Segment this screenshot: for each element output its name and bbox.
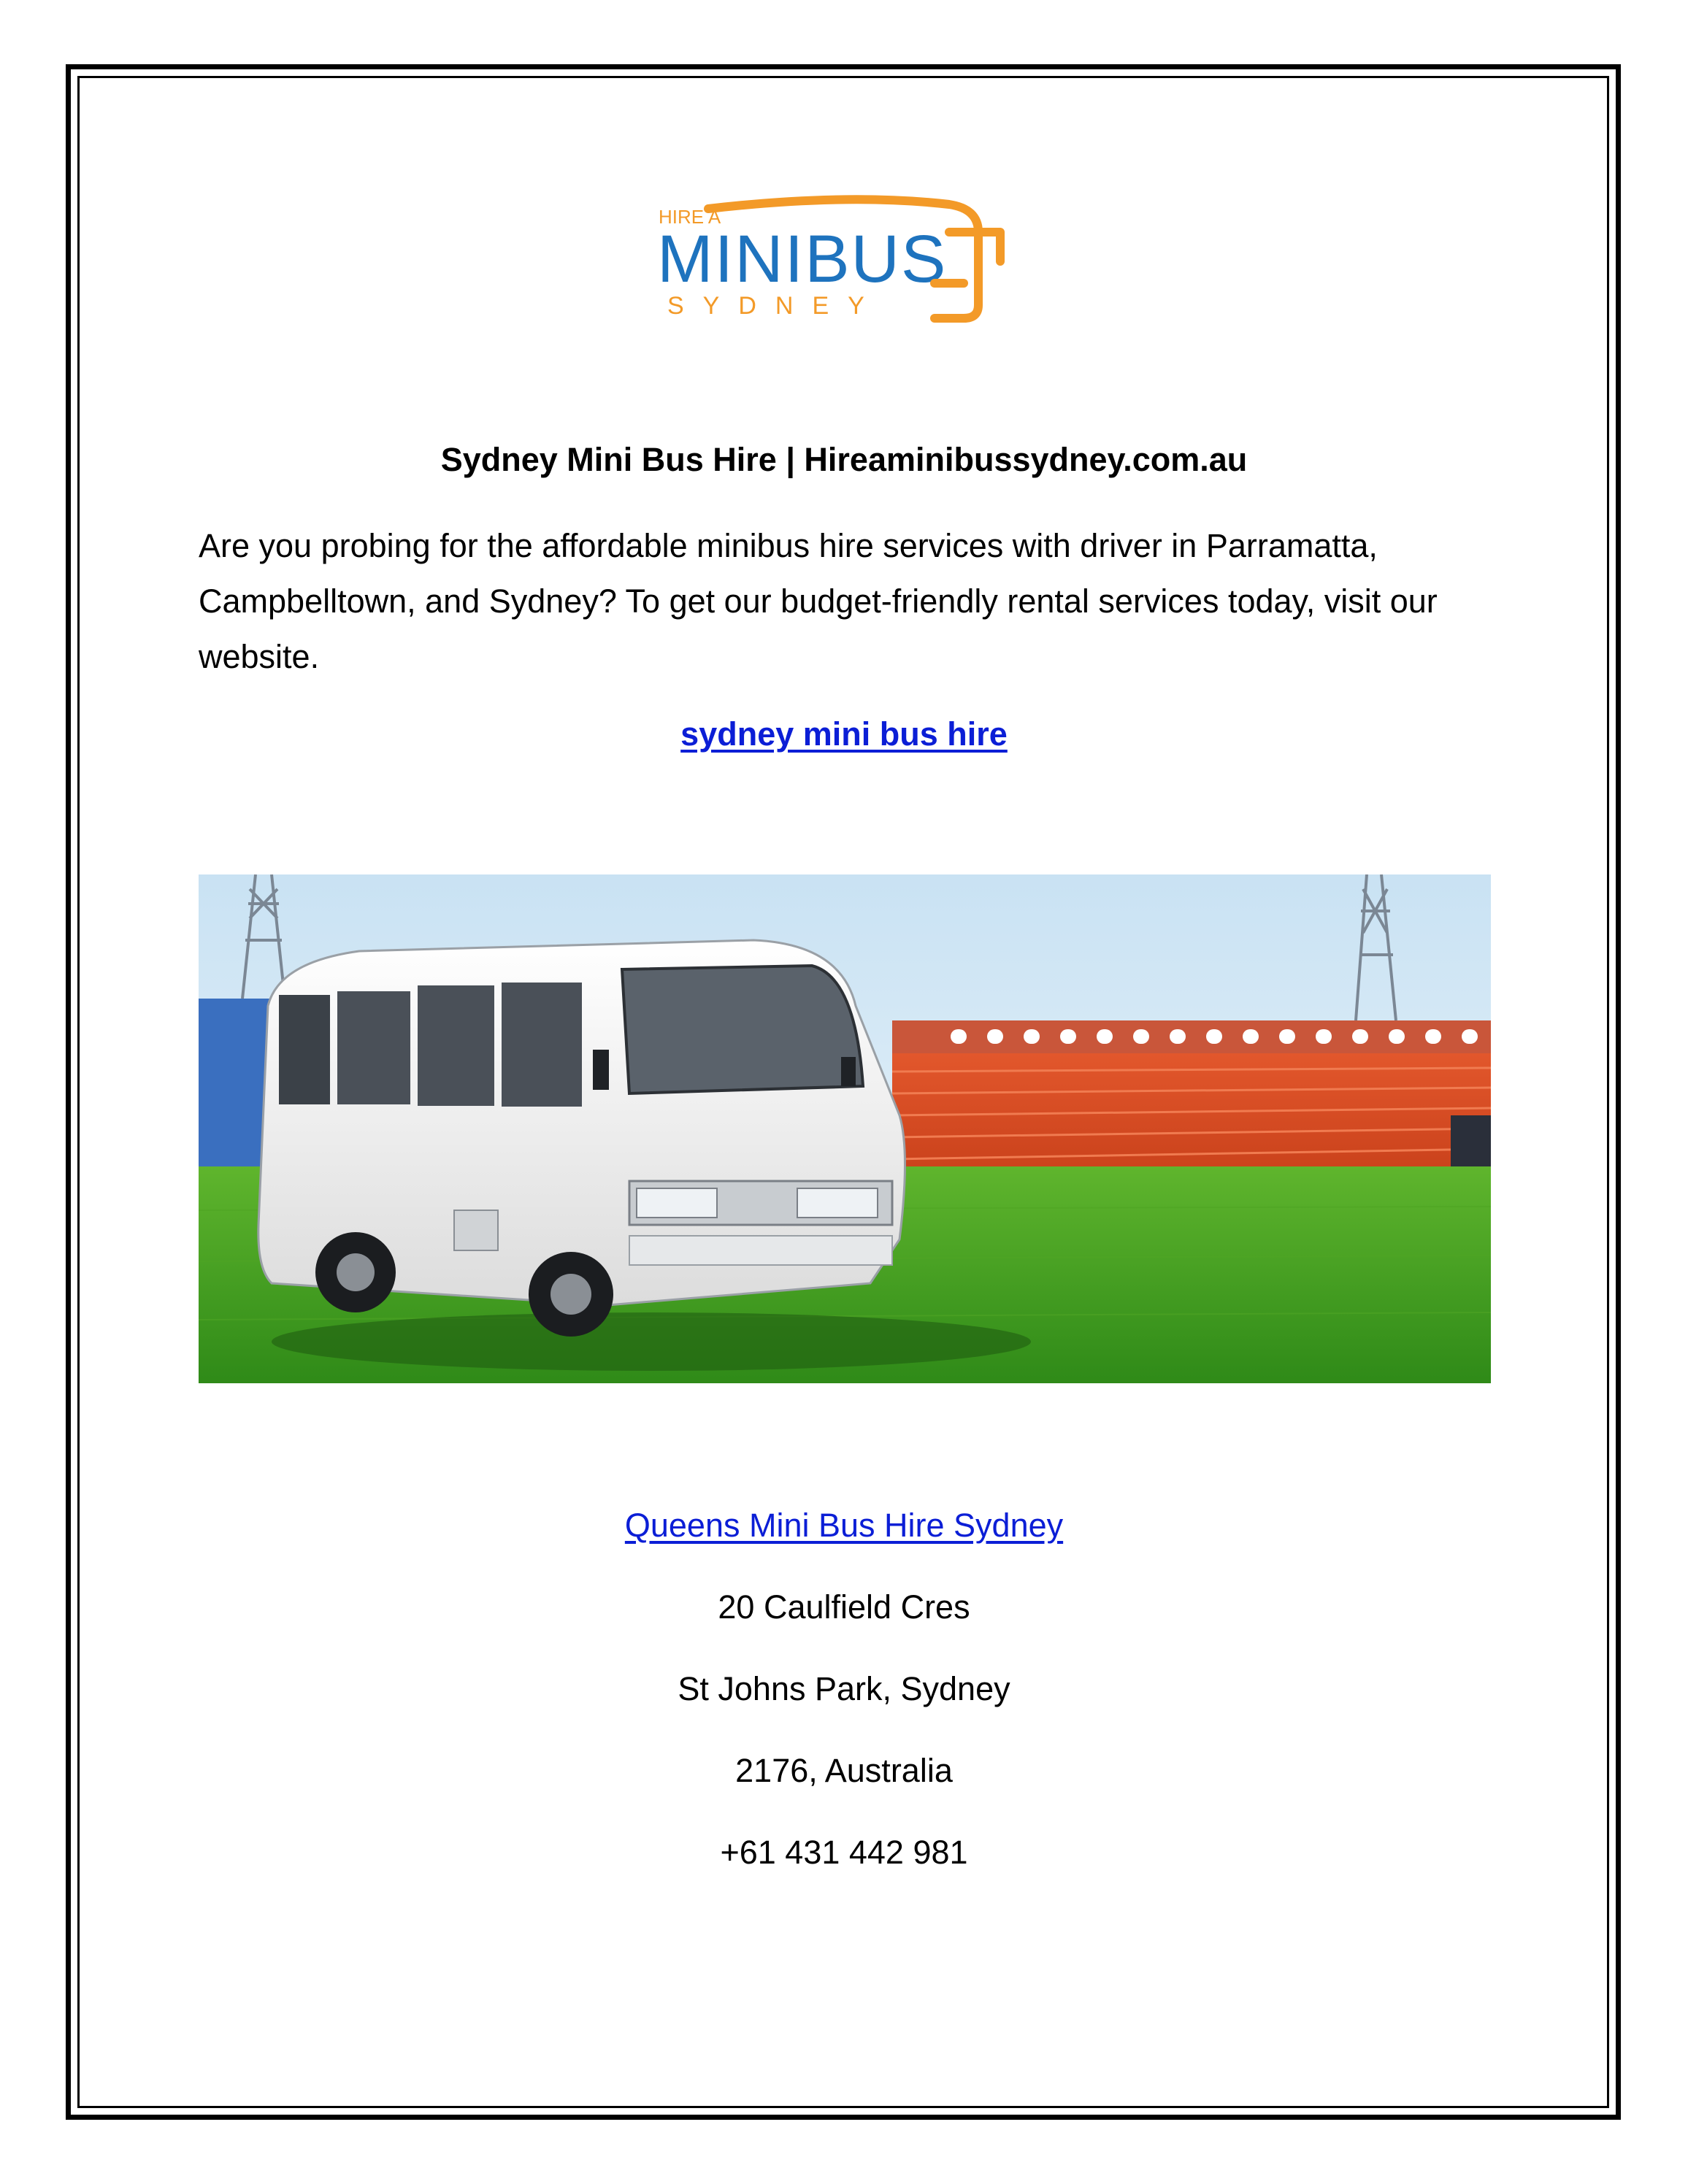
logo-top-text: HIRE A bbox=[659, 206, 721, 228]
logo-main-text: MINIBUS bbox=[657, 222, 948, 296]
intro-paragraph: Are you probing for the affordable minibus hire services with driver in Parramatta, Campbelltown, and Sydney? To get our budget-friendly rental services today, visit our website. bbox=[199, 527, 1438, 675]
contact-block bbox=[0, 1504, 1688, 1912]
sydney-mini-bus-hire-link[interactable]: sydney mini bus hire bbox=[680, 715, 1008, 753]
page-title: Sydney Mini Bus Hire | Hireaminibussydney.com.au bbox=[440, 441, 1248, 478]
minibus-icon bbox=[258, 940, 905, 1337]
postcode-country: 2176, Australia bbox=[735, 1752, 953, 1789]
phone-number: +61 431 442 981 bbox=[720, 1834, 968, 1871]
business-name-link[interactable]: Queens Mini Bus Hire Sydney bbox=[624, 1507, 1064, 1544]
street-address: 20 Caulfield Cres bbox=[718, 1588, 970, 1626]
business-name-line bbox=[0, 1504, 1688, 1547]
main-link-container bbox=[0, 712, 1688, 756]
minibus-stadium-photo bbox=[199, 874, 1491, 1383]
company-logo bbox=[657, 188, 1037, 327]
logo-sub-text: SYDNEY bbox=[667, 292, 883, 320]
suburb-city: St Johns Park, Sydney bbox=[678, 1670, 1010, 1707]
